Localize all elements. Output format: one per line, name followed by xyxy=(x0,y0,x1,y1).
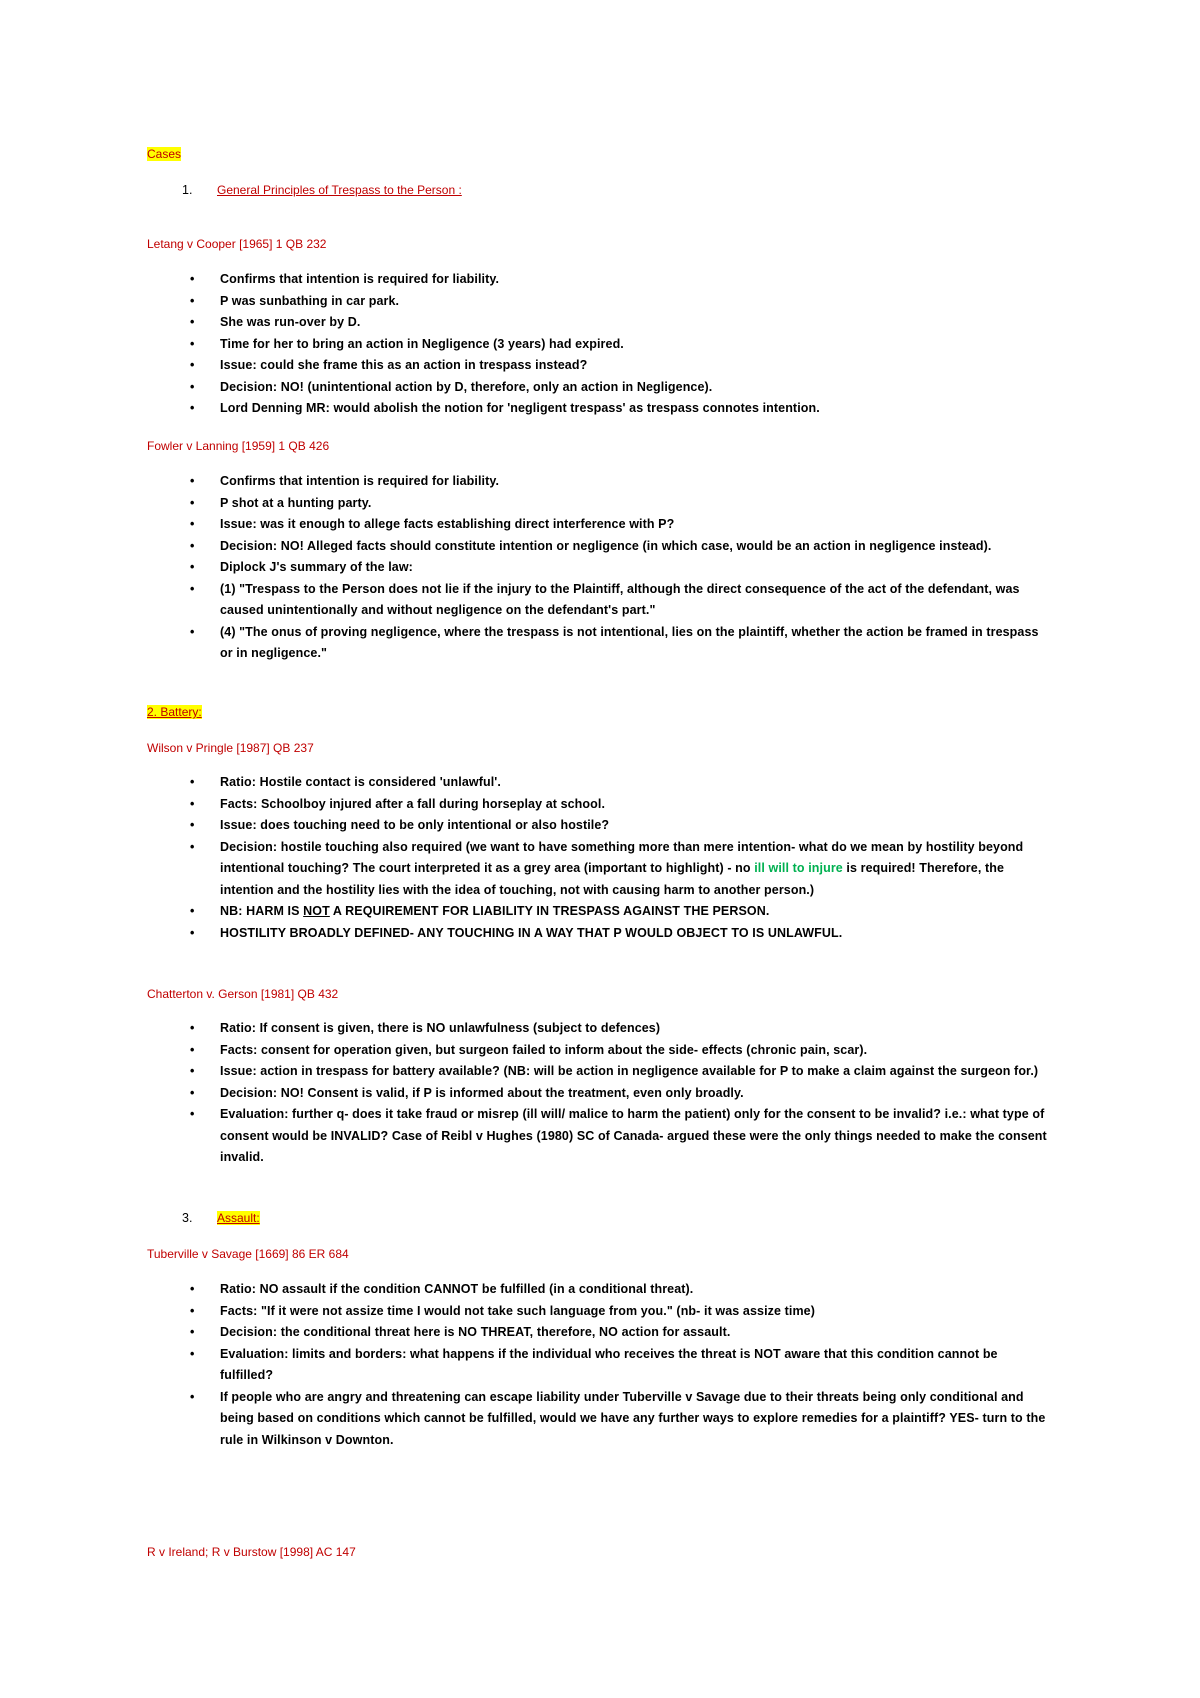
case-title-fowler: Fowler v Lanning [1959] 1 QB 426 xyxy=(147,439,330,453)
list-item: • P shot at a hunting party. xyxy=(190,495,372,510)
list-item: • Decision: NO! (unintentional action by D, therefore, only an action in Negligence). xyxy=(190,379,713,394)
bullet-list-chatterton xyxy=(190,1018,1050,1169)
list-item: • Issue: does touching need to be only intentional or also hostile? xyxy=(190,818,610,832)
section-number: 3. xyxy=(182,1211,193,1225)
list-item: • Decision: NO! Alleged facts should constitute intention or negligence (in which case, would be an action in negligence instead). xyxy=(190,538,992,553)
list-item: • P was sunbathing in car park. xyxy=(190,293,400,308)
case-title-wilson: Wilson v Pringle [1987] QB 237 xyxy=(147,741,314,755)
case-title-letang: Letang v Cooper [1965] 1 QB 232 xyxy=(147,237,327,251)
list-item: • Issue: could she frame this as an action in trespass instead? xyxy=(190,358,588,372)
bullet-list-letang xyxy=(190,269,1050,420)
list-item: • Issue: action in trespass for battery available? (NB: will be action in negligence available for P to make a claim against the surgeon for.) xyxy=(190,1064,1039,1078)
doc-title-text: Cases xyxy=(147,147,182,161)
list-item: • Evaluation: limits and borders: what happens if the individual who receives the threat is NOT aware that this condition cannot be fulfilled? xyxy=(190,1346,998,1382)
list-item: • Facts: Schoolboy injured after a fall during horseplay at school. xyxy=(190,796,606,811)
list-item: • If people who are angry and threatening can escape liability under Tuberville v Savage due to their threats being only conditional and being based on conditions which cannot be fulfilled, would we have any further ways to explore remedies for a plaintiff? YES- turn to the rule in Wilkinson v Downton. xyxy=(190,1389,1046,1447)
list-item: • Facts: "If it were not assize time I would not take such language from you." (nb- it was assize time) xyxy=(190,1303,815,1318)
list-item: • Diplock J's summary of the law: xyxy=(190,560,413,574)
doc-title xyxy=(147,146,181,162)
section-number: 1. xyxy=(182,183,193,197)
list-item: • Decision: hostile touching also required (we want to have something more than mere intention- what do we mean by hostility beyond intentional touching? The court interpreted it as a grey area (important to highlight) - no ill will to injure is required! Therefore, the intention and the hostility lies with the idea of touching, not with causing harm to another person.) xyxy=(190,839,1024,897)
case-title-tuberville: Tuberville v Savage [1669] 86 ER 684 xyxy=(147,1247,349,1261)
list-item: • Ratio: If consent is given, there is NO unlawfulness (subject to defences) xyxy=(190,1021,661,1035)
case-title-chatterton: Chatterton v. Gerson [1981] QB 432 xyxy=(147,987,339,1001)
list-item: • Ratio: NO assault if the condition CANNOT be fulfilled (in a conditional threat). xyxy=(190,1282,694,1296)
section-2-heading xyxy=(147,704,202,720)
bullet-list-tuberville xyxy=(190,1279,1050,1451)
list-item: • She was run-over by D. xyxy=(190,315,361,329)
list-item: • Confirms that intention is required for liability. xyxy=(190,272,500,286)
section-title: Assault: xyxy=(217,1211,260,1225)
list-item: • Lord Denning MR: would abolish the notion for 'negligent trespass' as trespass connotes intention. xyxy=(190,401,820,415)
list-item: • Confirms that intention is required for liability. xyxy=(190,474,500,488)
list-item: • Decision: the conditional threat here is NO THREAT, therefore, NO action for assault. xyxy=(190,1325,731,1339)
highlight-phrase: ill will to injure xyxy=(754,861,843,875)
list-item: • Facts: consent for operation given, but surgeon failed to inform about the side- effects (chronic pain, scar). xyxy=(190,1042,868,1057)
case-title-ireland: R v Ireland; R v Burstow [1998] AC 147 xyxy=(147,1545,356,1559)
bullet-list-fowler xyxy=(190,471,1050,665)
list-item: • Time for her to bring an action in Negligence (3 years) had expired. xyxy=(190,336,624,351)
section-title: 2. Battery: xyxy=(147,705,202,719)
list-item: • NB: HARM IS NOT A REQUIREMENT FOR LIABILITY IN TRESPASS AGAINST THE PERSON. xyxy=(190,904,770,918)
bullet-list-wilson xyxy=(190,772,1050,944)
list-item: • (4) "The onus of proving negligence, where the trespass is not intentional, lies on the plaintiff, whether the action be framed in trespass or in negligence." xyxy=(190,624,1039,660)
list-item: • (1) "Trespass to the Person does not lie if the injury to the Plaintiff, although the direct consequence of the act of the defendant, was caused unintentionally and without negligence on the defendant's part." xyxy=(190,581,1020,617)
list-item: • Ratio: Hostile contact is considered 'unlawful'. xyxy=(190,775,501,789)
list-item: • HOSTILITY BROADLY DEFINED- ANY TOUCHING IN A WAY THAT P WOULD OBJECT TO IS UNLAWFUL. xyxy=(190,925,843,940)
list-item: • Issue: was it enough to allege facts establishing direct interference with P? xyxy=(190,517,675,531)
list-item: • Evaluation: further q- does it take fraud or misrep (ill will/ malice to harm the patient) only for the consent to be invalid? i.e.: what type of consent would be INVALID? Case of Reibl v Hughes (1980) SC of Canada- argued these were the only things needed to make the consent invalid. xyxy=(190,1107,1047,1164)
section-title: General Principles of Trespass to the Person : xyxy=(217,183,462,197)
list-item: • Decision: NO! Consent is valid, if P is informed about the treatment, even only broadly. xyxy=(190,1085,744,1100)
